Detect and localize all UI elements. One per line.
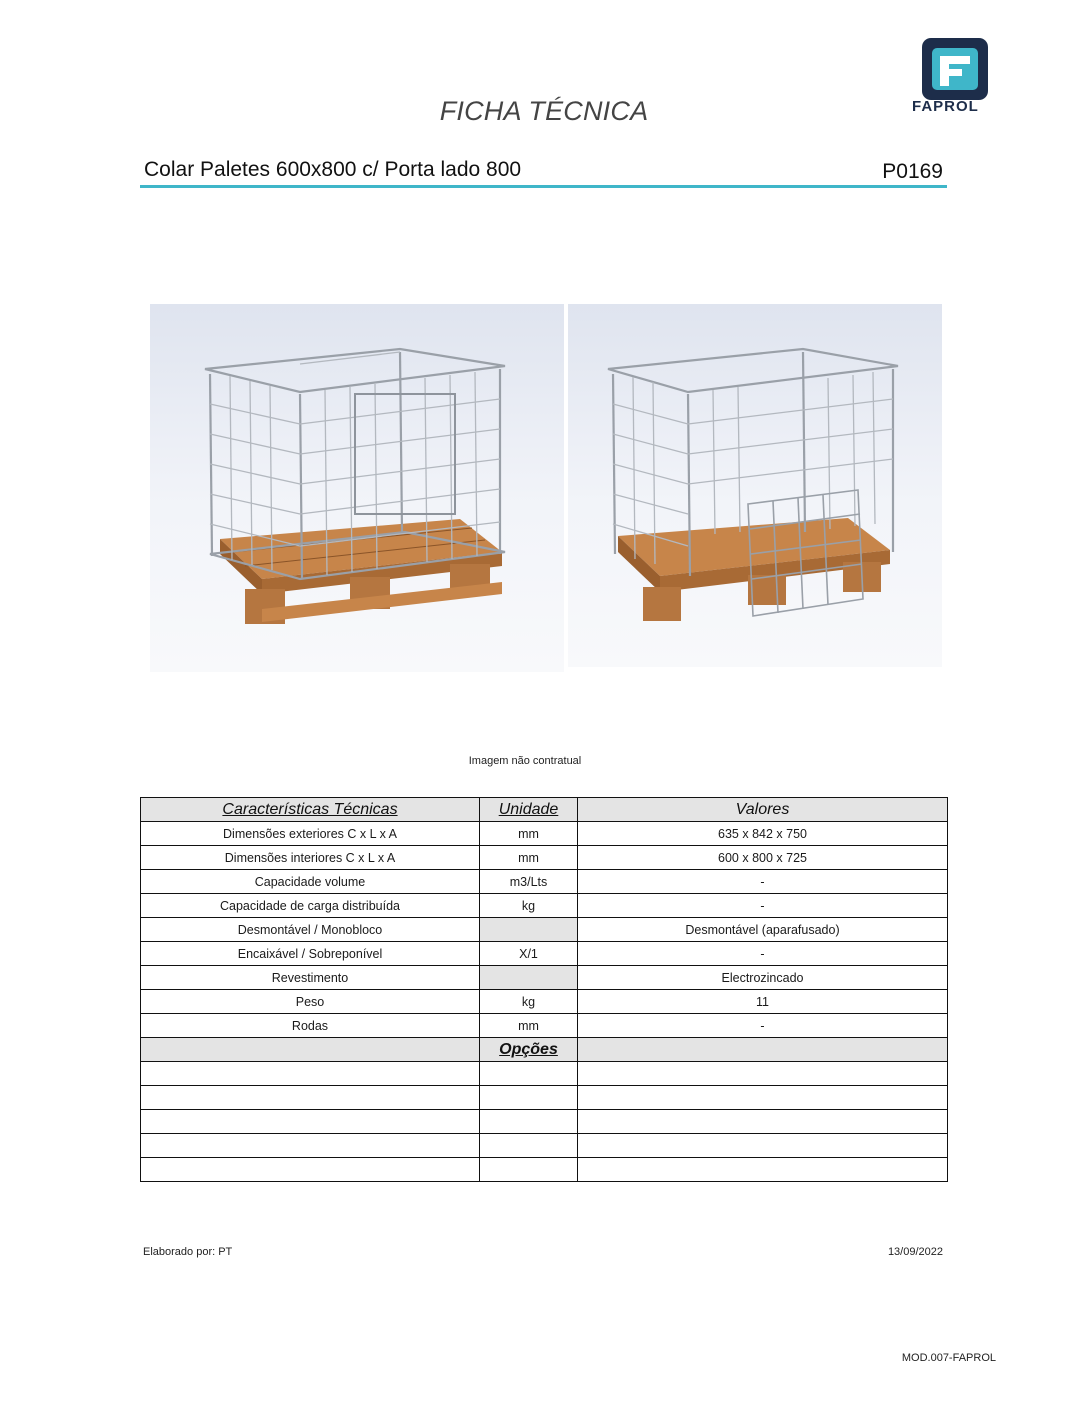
row-value: - bbox=[578, 870, 948, 894]
row-value: - bbox=[578, 1014, 948, 1038]
row-characteristic: Desmontável / Monobloco bbox=[141, 918, 480, 942]
product-image-closed bbox=[150, 304, 564, 672]
header-unit: Unidade bbox=[480, 798, 578, 822]
options-row bbox=[141, 1110, 948, 1134]
table-row bbox=[141, 894, 948, 918]
table-row bbox=[141, 846, 948, 870]
document-date: 13/09/2022 bbox=[887, 1246, 943, 1258]
product-name: Colar Paletes 600x800 c/ Porta lado 800 bbox=[144, 158, 522, 181]
row-value: 635 x 842 x 750 bbox=[578, 822, 948, 846]
technical-specs-table bbox=[140, 797, 948, 1182]
image-caption: Imagem não contratual bbox=[468, 755, 582, 767]
row-unit bbox=[480, 918, 578, 942]
row-value: 11 bbox=[578, 990, 948, 1014]
options-header-blank bbox=[578, 1038, 948, 1062]
row-value: - bbox=[578, 942, 948, 966]
row-value: 600 x 800 x 725 bbox=[578, 846, 948, 870]
row-characteristic: Peso bbox=[141, 990, 480, 1014]
author-label: Elaborado por: PT bbox=[143, 1246, 233, 1258]
pallet-collar-open-illustration bbox=[568, 304, 942, 667]
row-value: Desmontável (aparafusado) bbox=[578, 918, 948, 942]
options-row bbox=[141, 1086, 948, 1110]
table-row bbox=[141, 966, 948, 990]
table-row bbox=[141, 1014, 948, 1038]
pallet-collar-closed-illustration bbox=[150, 304, 564, 672]
options-row bbox=[141, 1158, 948, 1182]
table-row bbox=[141, 990, 948, 1014]
row-characteristic: Revestimento bbox=[141, 966, 480, 990]
header-values: Valores bbox=[578, 798, 948, 822]
table-row bbox=[141, 942, 948, 966]
options-header: Opções bbox=[480, 1038, 578, 1062]
row-unit: mm bbox=[480, 822, 578, 846]
row-characteristic: Rodas bbox=[141, 1014, 480, 1038]
logo-wordmark: FAPROL bbox=[912, 98, 979, 115]
table-row bbox=[141, 822, 948, 846]
options-header-blank bbox=[141, 1038, 480, 1062]
product-code: P0169 bbox=[882, 160, 943, 183]
options-row bbox=[141, 1134, 948, 1158]
document-title: FICHA TÉCNICA bbox=[439, 96, 649, 126]
row-unit: kg bbox=[480, 990, 578, 1014]
row-value: - bbox=[578, 894, 948, 918]
header-characteristics: Características Técnicas bbox=[141, 798, 480, 822]
row-unit: X/1 bbox=[480, 942, 578, 966]
row-unit bbox=[480, 966, 578, 990]
table-row bbox=[141, 918, 948, 942]
row-characteristic: Encaixável / Sobreponível bbox=[141, 942, 480, 966]
product-image-open bbox=[568, 304, 942, 667]
row-unit: m3/Lts bbox=[480, 870, 578, 894]
row-unit: mm bbox=[480, 846, 578, 870]
options-row bbox=[141, 1062, 948, 1086]
row-unit: mm bbox=[480, 1014, 578, 1038]
row-unit: kg bbox=[480, 894, 578, 918]
row-characteristic: Capacidade volume bbox=[141, 870, 480, 894]
row-characteristic: Capacidade de carga distribuída bbox=[141, 894, 480, 918]
table-header-row bbox=[141, 798, 948, 822]
table-row bbox=[141, 870, 948, 894]
row-characteristic: Dimensões interiores C x L x A bbox=[141, 846, 480, 870]
row-value: Electrozincado bbox=[578, 966, 948, 990]
row-characteristic: Dimensões exteriores C x L x A bbox=[141, 822, 480, 846]
options-header-row bbox=[141, 1038, 948, 1062]
title-divider bbox=[140, 185, 947, 188]
model-code: MOD.007-FAPROL bbox=[901, 1352, 996, 1364]
